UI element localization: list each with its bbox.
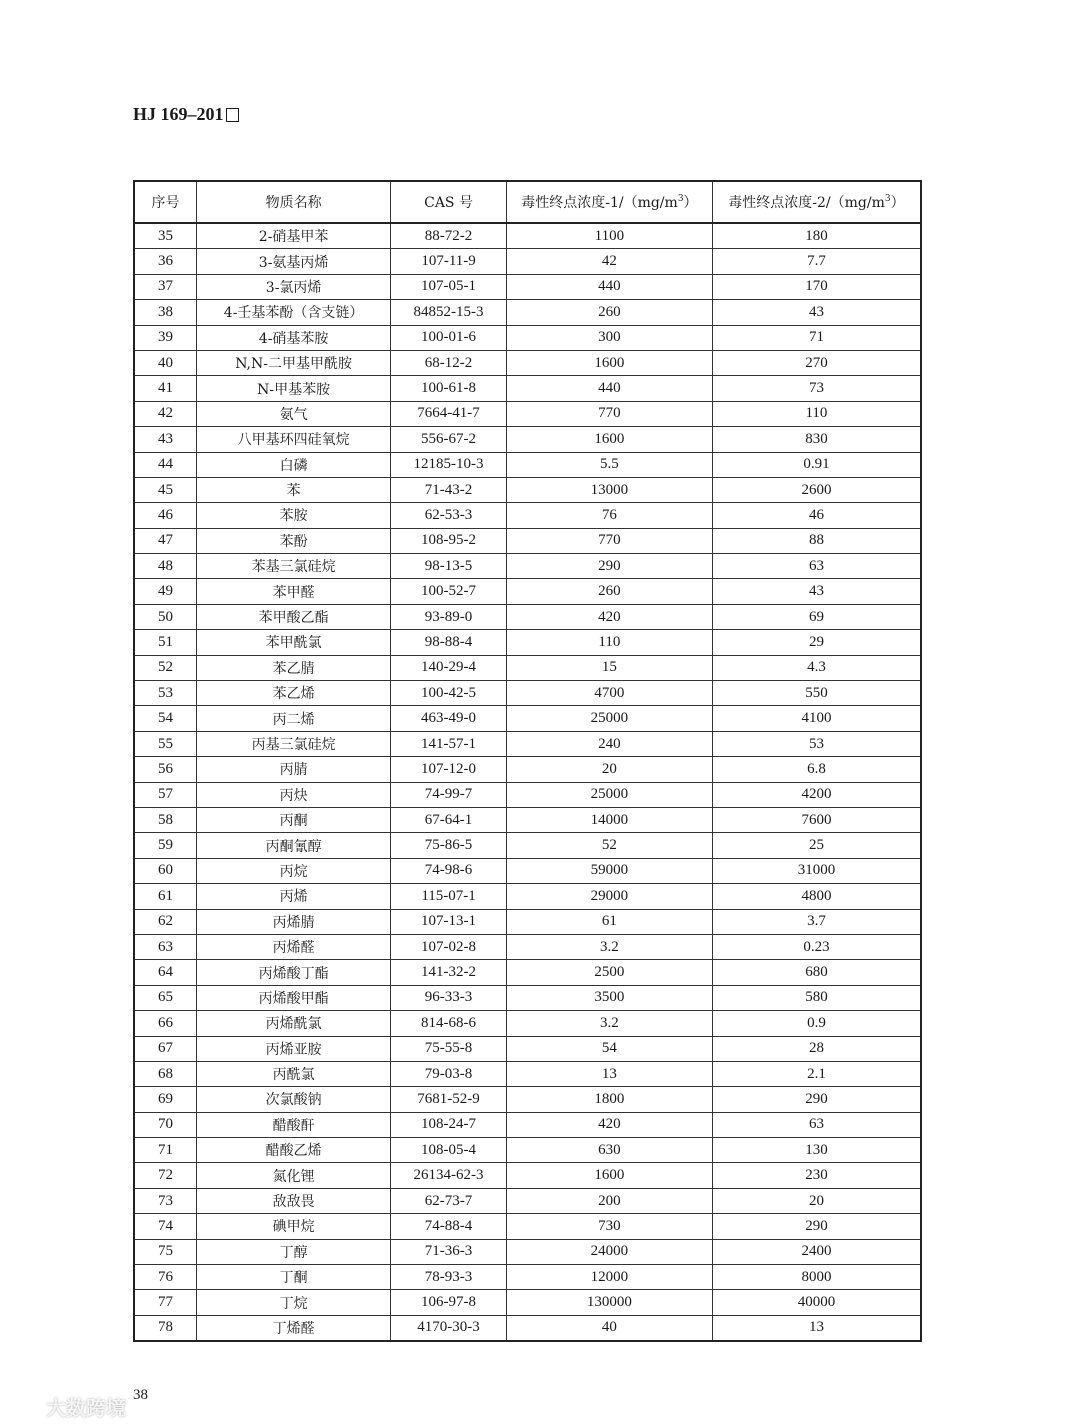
cell-substance-name: 醋酸酐	[196, 1112, 390, 1137]
cell-endpoint-1: 24000	[506, 1239, 712, 1264]
table-row	[134, 1138, 921, 1163]
cell-substance-name: 丙烯酰氯	[196, 1011, 390, 1036]
cell-substance-name: 氨气	[196, 401, 390, 426]
table-row	[134, 1214, 921, 1239]
placeholder-box-icon	[226, 108, 239, 122]
cell-endpoint-2: 110	[712, 401, 921, 426]
cell-substance-name: 丙酮	[196, 807, 390, 832]
cell-endpoint-1: 42	[506, 249, 712, 274]
cell-endpoint-1: 12000	[506, 1265, 712, 1290]
cell-substance-name: 苯基三氯硅烷	[196, 554, 390, 579]
cell-endpoint-1: 25000	[506, 782, 712, 807]
cell-substance-name: 丁醇	[196, 1239, 390, 1264]
cell-no: 55	[134, 731, 196, 756]
cell-endpoint-2: 46	[712, 503, 921, 528]
cell-substance-name: 丁烯醛	[196, 1315, 390, 1341]
unit-exponent: 3	[884, 194, 891, 204]
cell-substance-name: 丙烯酸丁酯	[196, 960, 390, 985]
cell-endpoint-2: 3.7	[712, 909, 921, 934]
cell-endpoint-1: 440	[506, 274, 712, 299]
header-endpoint-2-text: 毒性终点浓度-2/（mg/m	[728, 195, 885, 211]
cell-endpoint-2: 0.91	[712, 452, 921, 477]
cell-no: 60	[134, 858, 196, 883]
table-row	[134, 350, 921, 375]
cell-endpoint-1: 3500	[506, 985, 712, 1010]
watermark-logo-icon	[10, 1396, 40, 1418]
cell-substance-name: 丙炔	[196, 782, 390, 807]
cell-endpoint-2: 7600	[712, 807, 921, 832]
cell-endpoint-2: 0.23	[712, 934, 921, 959]
cell-cas-number: 93-89-0	[391, 604, 507, 629]
cell-cas-number: 141-57-1	[391, 731, 507, 756]
cell-endpoint-1: 1800	[506, 1087, 712, 1112]
cell-cas-number: 7664-41-7	[391, 401, 507, 426]
cell-no: 54	[134, 706, 196, 731]
cell-substance-name: 丁烷	[196, 1290, 390, 1315]
cell-cas-number: 98-13-5	[391, 554, 507, 579]
cell-endpoint-2: 71	[712, 325, 921, 350]
cell-endpoint-1: 1600	[506, 350, 712, 375]
table-row	[134, 1036, 921, 1061]
cell-endpoint-2: 6.8	[712, 757, 921, 782]
cell-substance-name: 敌敌畏	[196, 1188, 390, 1213]
cell-endpoint-2: 63	[712, 554, 921, 579]
cell-cas-number: 108-95-2	[391, 528, 507, 553]
header-endpoint-1	[506, 181, 712, 223]
cell-cas-number: 98-88-4	[391, 630, 507, 655]
table-row	[134, 1112, 921, 1137]
cell-cas-number: 108-24-7	[391, 1112, 507, 1137]
cell-cas-number: 75-55-8	[391, 1036, 507, 1061]
cell-endpoint-1: 260	[506, 300, 712, 325]
table-row	[134, 833, 921, 858]
unit-close: ）	[890, 195, 905, 211]
cell-substance-name: 4-壬基苯酚（含支链）	[196, 300, 390, 325]
cell-endpoint-2: 270	[712, 350, 921, 375]
cell-substance-name: 丙酮氰醇	[196, 833, 390, 858]
table-row	[134, 376, 921, 401]
cell-endpoint-1: 770	[506, 528, 712, 553]
header-name: 物质名称	[196, 181, 390, 223]
cell-substance-name: 丙腈	[196, 757, 390, 782]
table-row	[134, 223, 921, 249]
cell-cas-number: 96-33-3	[391, 985, 507, 1010]
watermark	[10, 1392, 126, 1421]
cell-endpoint-2: 230	[712, 1163, 921, 1188]
cell-substance-name: N-甲基苯胺	[196, 376, 390, 401]
cell-endpoint-2: 4200	[712, 782, 921, 807]
cell-no: 40	[134, 350, 196, 375]
cell-endpoint-1: 630	[506, 1138, 712, 1163]
cell-endpoint-1: 20	[506, 757, 712, 782]
cell-endpoint-1: 14000	[506, 807, 712, 832]
cell-substance-name: 丁酮	[196, 1265, 390, 1290]
cell-cas-number: 556-67-2	[391, 427, 507, 452]
cell-endpoint-1: 1600	[506, 427, 712, 452]
cell-substance-name: 2-硝基甲苯	[196, 223, 390, 249]
cell-no: 62	[134, 909, 196, 934]
cell-no: 78	[134, 1315, 196, 1341]
table-row	[134, 503, 921, 528]
cell-endpoint-1: 61	[506, 909, 712, 934]
cell-substance-name: 丙烯亚胺	[196, 1036, 390, 1061]
cell-cas-number: 100-01-6	[391, 325, 507, 350]
cell-endpoint-1: 1100	[506, 223, 712, 249]
cell-substance-name: 苯	[196, 477, 390, 502]
cell-no: 53	[134, 681, 196, 706]
table-row	[134, 528, 921, 553]
table-row	[134, 604, 921, 629]
cell-no: 76	[134, 1265, 196, 1290]
cell-no: 42	[134, 401, 196, 426]
cell-endpoint-1: 110	[506, 630, 712, 655]
cell-endpoint-1: 25000	[506, 706, 712, 731]
cell-endpoint-2: 25	[712, 833, 921, 858]
cell-endpoint-2: 4800	[712, 884, 921, 909]
table-row	[134, 300, 921, 325]
cell-no: 72	[134, 1163, 196, 1188]
cell-endpoint-1: 13	[506, 1061, 712, 1086]
cell-no: 63	[134, 934, 196, 959]
cell-no: 67	[134, 1036, 196, 1061]
cell-endpoint-2: 0.9	[712, 1011, 921, 1036]
cell-substance-name: 醋酸乙烯	[196, 1138, 390, 1163]
cell-cas-number: 62-73-7	[391, 1188, 507, 1213]
cell-no: 41	[134, 376, 196, 401]
cell-endpoint-2: 69	[712, 604, 921, 629]
cell-cas-number: 106-97-8	[391, 1290, 507, 1315]
cell-no: 77	[134, 1290, 196, 1315]
cell-substance-name: 丙基三氯硅烷	[196, 731, 390, 756]
table-row	[134, 554, 921, 579]
cell-endpoint-2: 7.7	[712, 249, 921, 274]
cell-substance-name: 4-硝基苯胺	[196, 325, 390, 350]
cell-substance-name: 八甲基环四硅氧烷	[196, 427, 390, 452]
cell-cas-number: 68-12-2	[391, 350, 507, 375]
cell-no: 37	[134, 274, 196, 299]
cell-no: 61	[134, 884, 196, 909]
cell-cas-number: 107-05-1	[391, 274, 507, 299]
cell-no: 51	[134, 630, 196, 655]
cell-endpoint-1: 3.2	[506, 934, 712, 959]
table-row	[134, 960, 921, 985]
cell-endpoint-2: 29	[712, 630, 921, 655]
cell-substance-name: 3-氯丙烯	[196, 274, 390, 299]
cell-endpoint-2: 73	[712, 376, 921, 401]
cell-no: 57	[134, 782, 196, 807]
cell-endpoint-1: 290	[506, 554, 712, 579]
cell-cas-number: 88-72-2	[391, 223, 507, 249]
cell-substance-name: 苯乙腈	[196, 655, 390, 680]
cell-no: 47	[134, 528, 196, 553]
cell-substance-name: 苯甲酸乙酯	[196, 604, 390, 629]
cell-endpoint-1: 29000	[506, 884, 712, 909]
cell-endpoint-1: 76	[506, 503, 712, 528]
cell-endpoint-2: 40000	[712, 1290, 921, 1315]
cell-endpoint-1: 59000	[506, 858, 712, 883]
cell-endpoint-1: 240	[506, 731, 712, 756]
cell-substance-name: 丙烯腈	[196, 909, 390, 934]
cell-substance-name: 氮化锂	[196, 1163, 390, 1188]
header-no: 序号	[134, 181, 196, 223]
table-row	[134, 1265, 921, 1290]
cell-endpoint-1: 13000	[506, 477, 712, 502]
cell-cas-number: 100-42-5	[391, 681, 507, 706]
cell-cas-number: 67-64-1	[391, 807, 507, 832]
table-row	[134, 1188, 921, 1213]
cell-substance-name: 白磷	[196, 452, 390, 477]
table-row	[134, 655, 921, 680]
cell-substance-name: 苯酚	[196, 528, 390, 553]
table-row	[134, 401, 921, 426]
cell-endpoint-2: 43	[712, 300, 921, 325]
cell-endpoint-2: 31000	[712, 858, 921, 883]
cell-endpoint-2: 550	[712, 681, 921, 706]
cell-no: 46	[134, 503, 196, 528]
table-header-row	[134, 181, 921, 223]
cell-endpoint-2: 28	[712, 1036, 921, 1061]
cell-endpoint-2: 290	[712, 1087, 921, 1112]
cell-no: 48	[134, 554, 196, 579]
cell-endpoint-1: 200	[506, 1188, 712, 1213]
cell-endpoint-1: 440	[506, 376, 712, 401]
table-row	[134, 858, 921, 883]
cell-endpoint-2: 830	[712, 427, 921, 452]
cell-cas-number: 62-53-3	[391, 503, 507, 528]
document-id	[133, 104, 239, 125]
header-endpoint-1-text: 毒性终点浓度-1/（mg/m	[521, 195, 678, 211]
table-row	[134, 427, 921, 452]
cell-cas-number: 115-07-1	[391, 884, 507, 909]
cell-no: 45	[134, 477, 196, 502]
cell-no: 70	[134, 1112, 196, 1137]
cell-cas-number: 75-86-5	[391, 833, 507, 858]
cell-cas-number: 107-11-9	[391, 249, 507, 274]
table-body	[134, 223, 921, 1341]
table-row	[134, 1087, 921, 1112]
table-row	[134, 1239, 921, 1264]
cell-cas-number: 74-88-4	[391, 1214, 507, 1239]
cell-no: 36	[134, 249, 196, 274]
cell-substance-name: 丙烯	[196, 884, 390, 909]
cell-no: 66	[134, 1011, 196, 1036]
cell-substance-name: 丙烯醛	[196, 934, 390, 959]
table-row	[134, 731, 921, 756]
unit-exponent: 3	[677, 194, 684, 204]
table-row	[134, 579, 921, 604]
cell-endpoint-2: 4100	[712, 706, 921, 731]
cell-cas-number: 108-05-4	[391, 1138, 507, 1163]
table-row	[134, 1061, 921, 1086]
cell-no: 52	[134, 655, 196, 680]
cell-cas-number: 71-36-3	[391, 1239, 507, 1264]
cell-no: 73	[134, 1188, 196, 1213]
cell-cas-number: 78-93-3	[391, 1265, 507, 1290]
table-row	[134, 1163, 921, 1188]
watermark-text: 大数跨境	[46, 1396, 126, 1420]
cell-no: 74	[134, 1214, 196, 1239]
cell-endpoint-2: 88	[712, 528, 921, 553]
cell-substance-name: 丙二烯	[196, 706, 390, 731]
cell-endpoint-1: 730	[506, 1214, 712, 1239]
cell-endpoint-2: 43	[712, 579, 921, 604]
cell-endpoint-2: 180	[712, 223, 921, 249]
cell-endpoint-1: 1600	[506, 1163, 712, 1188]
cell-endpoint-1: 2500	[506, 960, 712, 985]
cell-no: 50	[134, 604, 196, 629]
cell-endpoint-2: 20	[712, 1188, 921, 1213]
cell-endpoint-1: 300	[506, 325, 712, 350]
cell-cas-number: 12185-10-3	[391, 452, 507, 477]
page-number: 38	[133, 1387, 148, 1403]
cell-endpoint-2: 4.3	[712, 655, 921, 680]
cell-cas-number: 107-12-0	[391, 757, 507, 782]
header-cas: CAS 号	[391, 181, 507, 223]
cell-substance-name: 丙烷	[196, 858, 390, 883]
table-row	[134, 782, 921, 807]
cell-substance-name: 次氯酸钠	[196, 1087, 390, 1112]
cell-endpoint-2: 290	[712, 1214, 921, 1239]
cell-substance-name: N,N-二甲基甲酰胺	[196, 350, 390, 375]
cell-endpoint-2: 53	[712, 731, 921, 756]
cell-no: 38	[134, 300, 196, 325]
cell-no: 49	[134, 579, 196, 604]
table-row	[134, 706, 921, 731]
table-row	[134, 1315, 921, 1341]
cell-endpoint-1: 15	[506, 655, 712, 680]
cell-endpoint-2: 2600	[712, 477, 921, 502]
cell-substance-name: 碘甲烷	[196, 1214, 390, 1239]
table-row	[134, 681, 921, 706]
table-row	[134, 909, 921, 934]
cell-endpoint-1: 130000	[506, 1290, 712, 1315]
cell-endpoint-2: 2.1	[712, 1061, 921, 1086]
table-row	[134, 325, 921, 350]
cell-endpoint-1: 260	[506, 579, 712, 604]
cell-no: 65	[134, 985, 196, 1010]
table-row	[134, 985, 921, 1010]
cell-cas-number: 100-52-7	[391, 579, 507, 604]
cell-endpoint-1: 420	[506, 604, 712, 629]
cell-cas-number: 814-68-6	[391, 1011, 507, 1036]
cell-cas-number: 74-99-7	[391, 782, 507, 807]
cell-endpoint-2: 13	[712, 1315, 921, 1341]
cell-substance-name: 丙酰氯	[196, 1061, 390, 1086]
cell-no: 69	[134, 1087, 196, 1112]
cell-no: 43	[134, 427, 196, 452]
cell-cas-number: 4170-30-3	[391, 1315, 507, 1341]
cell-no: 59	[134, 833, 196, 858]
cell-endpoint-1: 770	[506, 401, 712, 426]
cell-cas-number: 107-13-1	[391, 909, 507, 934]
cell-substance-name: 苯胺	[196, 503, 390, 528]
cell-no: 64	[134, 960, 196, 985]
cell-endpoint-1: 4700	[506, 681, 712, 706]
cell-endpoint-1: 3.2	[506, 1011, 712, 1036]
cell-cas-number: 74-98-6	[391, 858, 507, 883]
cell-no: 56	[134, 757, 196, 782]
cell-cas-number: 141-32-2	[391, 960, 507, 985]
cell-substance-name: 丙烯酸甲酯	[196, 985, 390, 1010]
cell-endpoint-2: 63	[712, 1112, 921, 1137]
cell-endpoint-2: 2400	[712, 1239, 921, 1264]
cell-no: 71	[134, 1138, 196, 1163]
cell-endpoint-2: 580	[712, 985, 921, 1010]
table-row	[134, 934, 921, 959]
table-row	[134, 1011, 921, 1036]
cell-endpoint-2: 680	[712, 960, 921, 985]
cell-no: 58	[134, 807, 196, 832]
cell-endpoint-1: 40	[506, 1315, 712, 1341]
document-id-text: HJ 169–201	[133, 104, 224, 124]
cell-no: 44	[134, 452, 196, 477]
cell-substance-name: 苯乙烯	[196, 681, 390, 706]
cell-cas-number: 140-29-4	[391, 655, 507, 680]
cell-no: 68	[134, 1061, 196, 1086]
unit-close: ）	[683, 195, 698, 211]
cell-cas-number: 100-61-8	[391, 376, 507, 401]
table-row	[134, 249, 921, 274]
table-row	[134, 757, 921, 782]
toxicity-endpoint-table	[133, 180, 922, 1342]
cell-endpoint-1: 52	[506, 833, 712, 858]
table-row	[134, 477, 921, 502]
cell-cas-number: 107-02-8	[391, 934, 507, 959]
cell-endpoint-2: 8000	[712, 1265, 921, 1290]
cell-no: 35	[134, 223, 196, 249]
cell-endpoint-1: 420	[506, 1112, 712, 1137]
cell-cas-number: 71-43-2	[391, 477, 507, 502]
cell-cas-number: 79-03-8	[391, 1061, 507, 1086]
table-row	[134, 807, 921, 832]
cell-cas-number: 26134-62-3	[391, 1163, 507, 1188]
cell-endpoint-2: 130	[712, 1138, 921, 1163]
cell-endpoint-1: 54	[506, 1036, 712, 1061]
table-row	[134, 630, 921, 655]
cell-cas-number: 7681-52-9	[391, 1087, 507, 1112]
cell-substance-name: 3-氨基丙烯	[196, 249, 390, 274]
table-row	[134, 884, 921, 909]
table-row	[134, 452, 921, 477]
header-endpoint-2	[712, 181, 921, 223]
cell-substance-name: 苯甲醛	[196, 579, 390, 604]
cell-endpoint-2: 170	[712, 274, 921, 299]
cell-endpoint-1: 5.5	[506, 452, 712, 477]
cell-no: 75	[134, 1239, 196, 1264]
cell-no: 39	[134, 325, 196, 350]
cell-substance-name: 苯甲酰氯	[196, 630, 390, 655]
table-row	[134, 274, 921, 299]
cell-cas-number: 463-49-0	[391, 706, 507, 731]
table-row	[134, 1290, 921, 1315]
cell-cas-number: 84852-15-3	[391, 300, 507, 325]
